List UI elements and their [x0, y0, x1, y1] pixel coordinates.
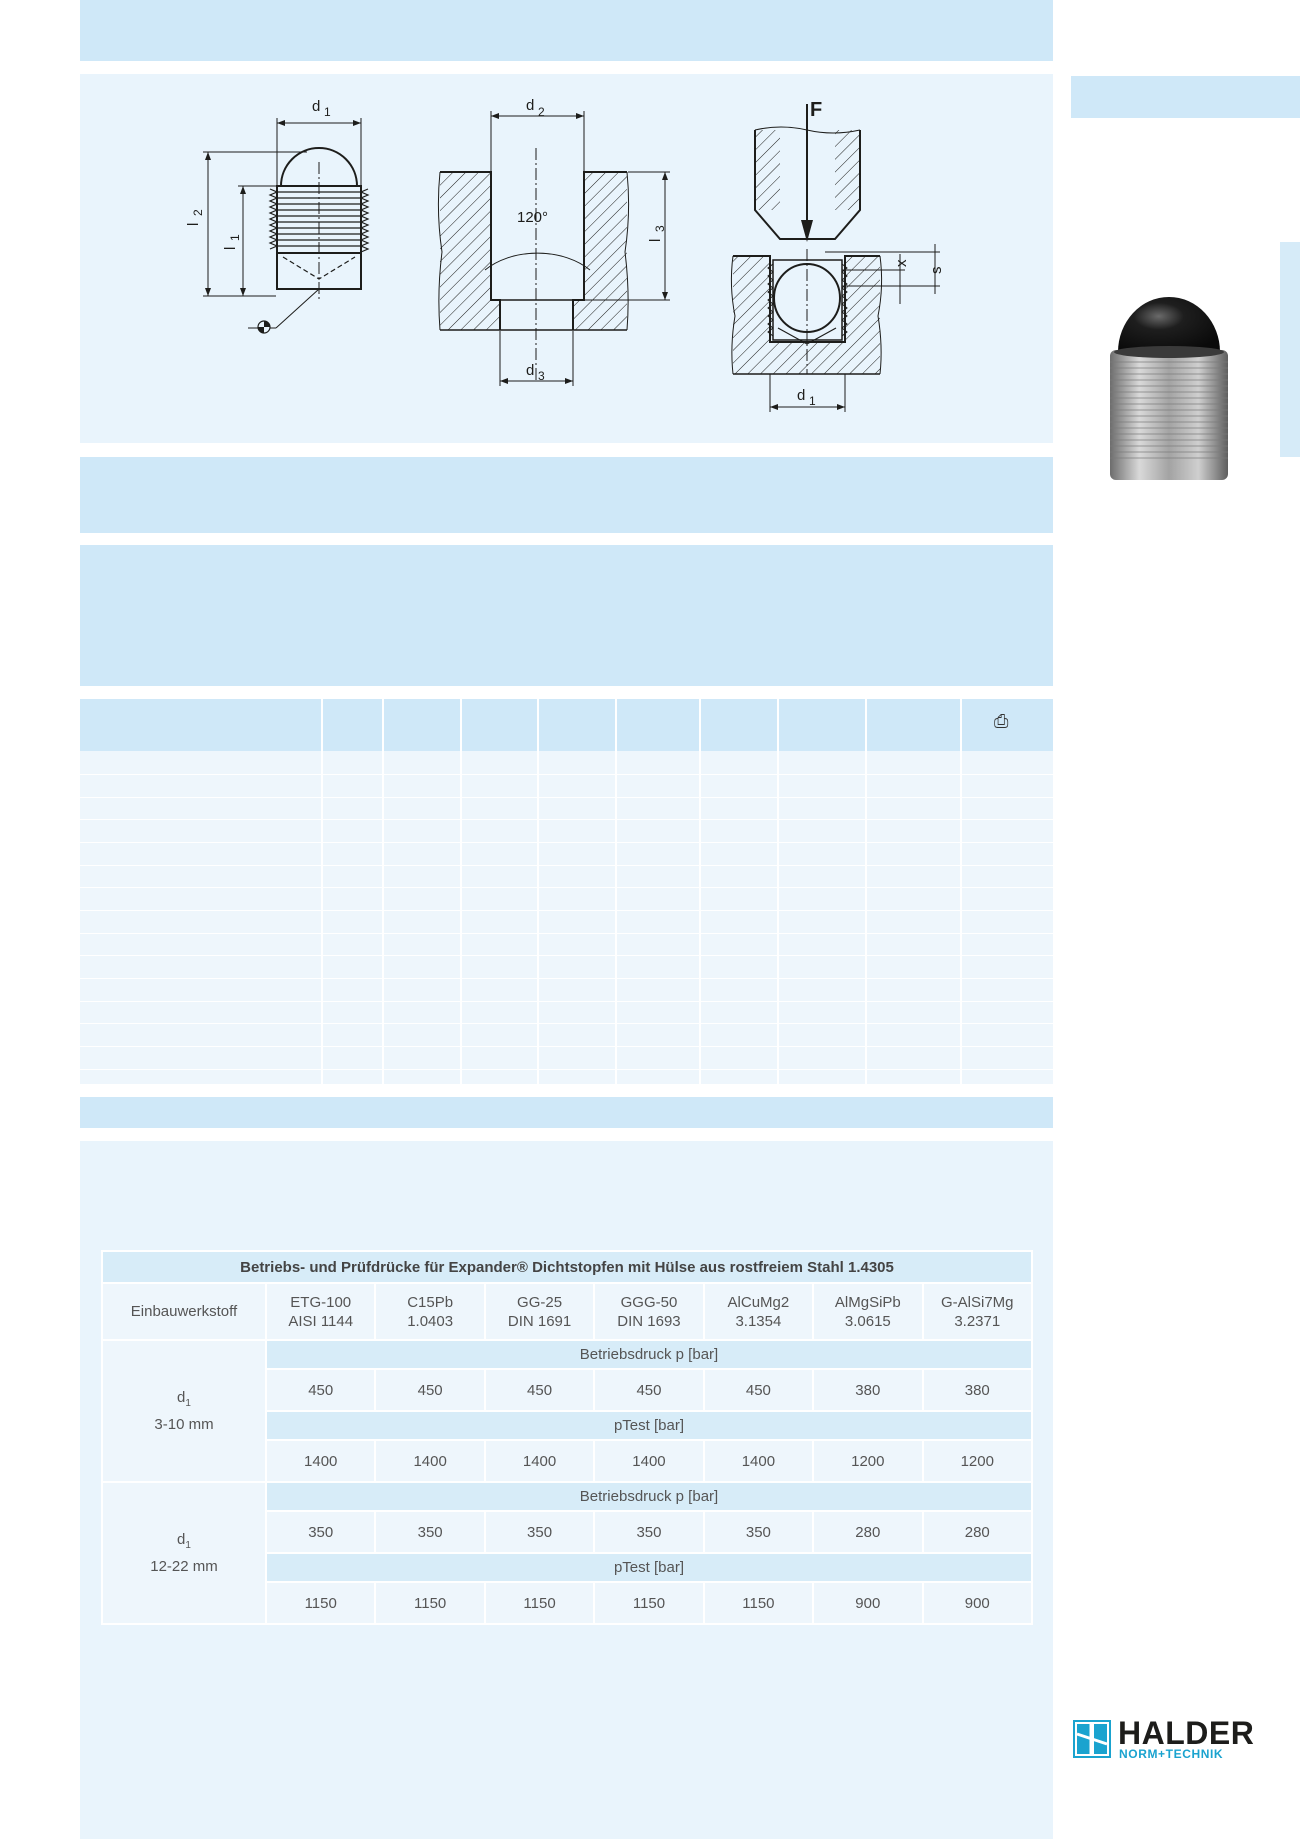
test-pressure-label: pTest [bar]: [266, 1553, 1032, 1582]
label-l3: l: [647, 238, 664, 242]
operating-pressure-label: Betriebsdruck p [bar]: [266, 1482, 1032, 1511]
label-s: s: [928, 266, 945, 274]
pressure-value: 1150: [485, 1582, 594, 1624]
pressure-value: 1400: [266, 1440, 375, 1482]
label-l2: l: [185, 222, 202, 226]
spec-table: [80, 699, 1053, 1084]
pressure-value: 450: [375, 1369, 484, 1411]
test-pressure-label: pTest [bar]: [266, 1411, 1032, 1440]
installed-view: [731, 99, 945, 412]
row-header-label: Einbauwerkstoff: [102, 1283, 266, 1340]
pressure-value: 1200: [813, 1440, 922, 1482]
material-header: GGG-50 DIN 1693: [594, 1283, 703, 1340]
pressure-value: 350: [594, 1511, 703, 1553]
pressure-value: 380: [923, 1369, 1032, 1411]
material-header: GG-25 DIN 1691: [485, 1283, 594, 1340]
label-angle: 120°: [517, 209, 549, 226]
printer-icon[interactable]: ⎙: [994, 711, 1009, 731]
label-l1: l: [222, 246, 239, 250]
svg-text:1: 1: [809, 394, 816, 408]
svg-text:3: 3: [538, 369, 545, 383]
side-tab: [1071, 76, 1300, 118]
description-band: [80, 545, 1053, 686]
spec-table-header: [80, 699, 1053, 751]
plug-view: [185, 98, 368, 333]
pressure-value: 1400: [704, 1440, 813, 1482]
material-header: ETG-100 AISI 1144: [266, 1283, 375, 1340]
pressure-value: 280: [923, 1511, 1032, 1553]
pressure-value: 1400: [485, 1440, 594, 1482]
pressure-value: 1150: [594, 1582, 703, 1624]
pressure-value: 350: [266, 1511, 375, 1553]
pressure-value: 1150: [704, 1582, 813, 1624]
pressure-value: 1400: [594, 1440, 703, 1482]
pressure-table: [101, 1250, 1033, 1625]
label-d3: d: [526, 362, 535, 379]
product-photo: [1100, 290, 1238, 490]
pressure-value: 350: [485, 1511, 594, 1553]
diameter-range-cell: $d_1$ 12-22 mm: [102, 1482, 266, 1624]
svg-text:1: 1: [324, 105, 331, 119]
technical-drawing: [80, 74, 1053, 443]
pressure-value: 1400: [375, 1440, 484, 1482]
side-marker: [1280, 242, 1300, 457]
label-d2: d: [526, 97, 535, 114]
pressure-value: 380: [813, 1369, 922, 1411]
pressure-value: 450: [485, 1369, 594, 1411]
pressure-value: 900: [813, 1582, 922, 1624]
logo-name: HALDER: [1118, 1715, 1255, 1751]
label-d1-installed: d: [797, 387, 806, 404]
pressure-value: 280: [813, 1511, 922, 1553]
material-header: AlMgSiPb 3.0615: [813, 1283, 922, 1340]
label-x: x: [893, 259, 910, 267]
svg-text:3: 3: [653, 225, 667, 232]
pressure-value: 900: [923, 1582, 1032, 1624]
note-band: [80, 1097, 1053, 1128]
spec-table-body: [80, 751, 1053, 1084]
logo-tagline: NORM+TECHNIK: [1119, 1747, 1224, 1761]
header-band: [80, 0, 1053, 61]
svg-text:2: 2: [191, 209, 205, 216]
pressure-value: 450: [266, 1369, 375, 1411]
pressure-value: 1150: [266, 1582, 375, 1624]
bore-view: [438, 97, 670, 386]
pressure-table-caption: Betriebs- und Prüfdrücke für Expander® Dichtstopfen mit Hülse aus rostfreiem Stahl 1.4305: [102, 1251, 1032, 1283]
halder-logo: [1073, 1715, 1273, 1762]
pressure-value: 1200: [923, 1440, 1032, 1482]
technical-drawing-panel: [80, 74, 1053, 443]
halder-logo-mark: [1073, 1720, 1111, 1758]
svg-text:2: 2: [538, 105, 545, 119]
label-force: F: [810, 99, 823, 121]
title-band: [80, 457, 1053, 533]
pressure-value: 1150: [375, 1582, 484, 1624]
pressure-value: 350: [375, 1511, 484, 1553]
material-header: G-AlSi7Mg 3.2371: [923, 1283, 1032, 1340]
pressure-value: 450: [704, 1369, 813, 1411]
svg-text:1: 1: [228, 234, 242, 241]
pressure-value: 450: [594, 1369, 703, 1411]
diameter-range-cell: $d_1$ 3-10 mm: [102, 1340, 266, 1482]
material-header: AlCuMg2 3.1354: [704, 1283, 813, 1340]
operating-pressure-label: Betriebsdruck p [bar]: [266, 1340, 1032, 1369]
pressure-value: 350: [704, 1511, 813, 1553]
label-d1-plug: d: [312, 98, 321, 115]
material-header: C15Pb 1.0403: [375, 1283, 484, 1340]
